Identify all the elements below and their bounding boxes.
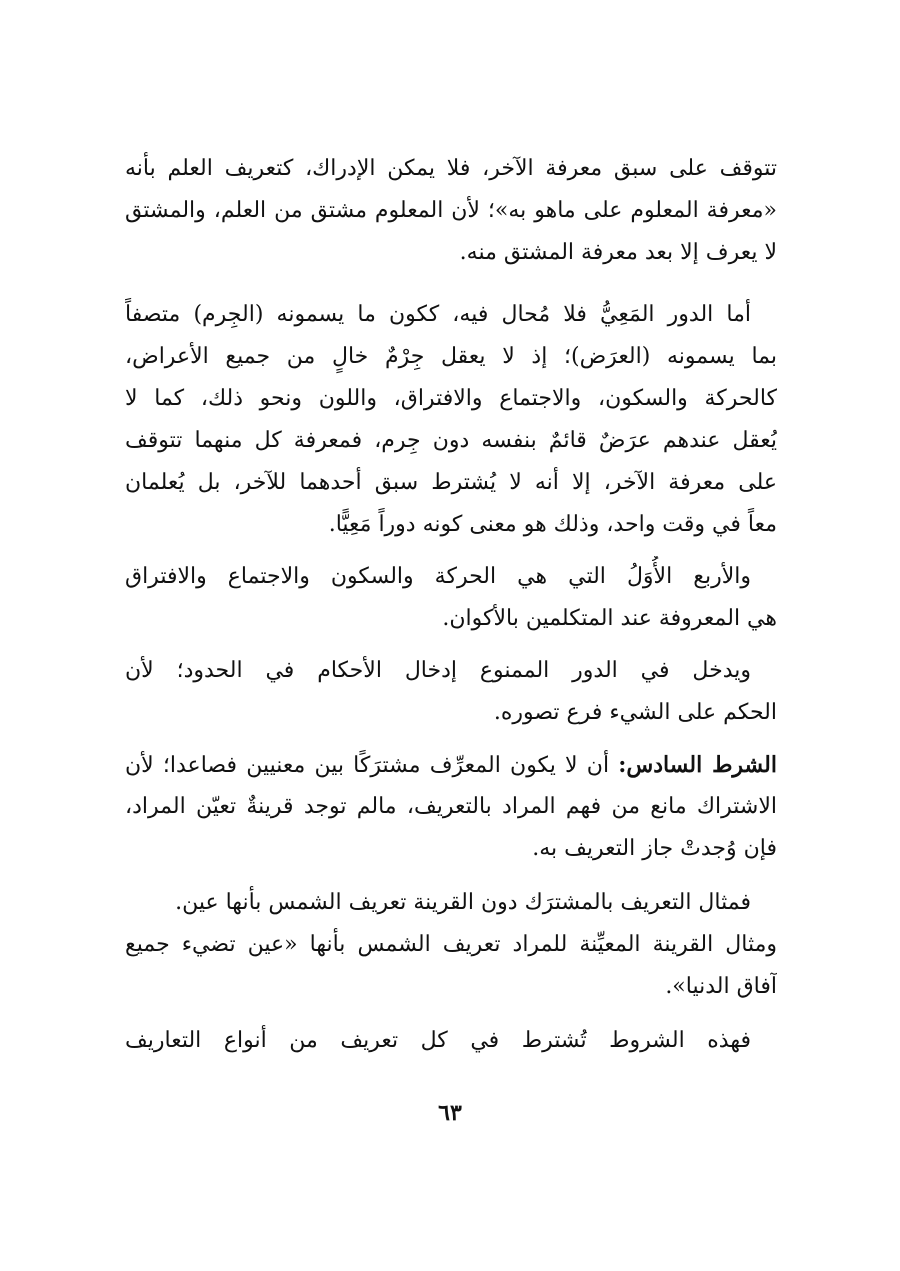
paragraph-line: ومثال القرينة المعيِّنة للمراد تعريف الشمس بأنها «عين تضيء جميع [125,932,777,957]
paragraph-line: تتوقف على سبق معرفة الآخر، فلا يمكن الإدراك، كتعريف العلم بأنه [125,156,777,181]
paragraph-line: لا يعرف إلا بعد معرفة المشتق منه. [459,240,777,265]
paragraph-line: ويدخل في الدور الممنوع إدخال الأحكام في الحدود؛ لأن [125,658,751,683]
paragraph-line: والأربع الأُوَلُ التي هي الحركة والسكون والاجتماع والافتراق [125,564,751,589]
paragraph-line: فإن وُجدتْ جاز التعريف به. [532,836,777,861]
paragraph-line: معاً في وقت واحد، وذلك هو معنى كونه دوراً مَعِيًّا. [328,512,777,537]
paragraph-5 [125,744,777,870]
paragraph-4 [125,650,777,734]
page-number: ٦٣ [438,1100,462,1126]
page-body [125,148,777,1062]
paragraph-line: «معرفة المعلوم على ماهو به»؛ لأن المعلوم مشتق من العلم، والمشتق [125,198,777,223]
paragraph-line: فهذه الشروط تُشترط في كل تعريف من أنواع التعاريف [125,1028,751,1053]
paragraph-line: فمثال التعريف بالمشترَك دون القرينة تعريف الشمس بأنها عين. [175,890,751,915]
paragraph-line: هي المعروفة عند المتكلمين بالأكوان. [442,606,777,631]
paragraph-1 [125,148,777,274]
paragraph-3 [125,556,777,640]
paragraph-line: الاشتراك مانع من فهم المراد بالتعريف، مالم توجد قرينةٌ تعيّن المراد، [125,794,777,819]
paragraph-line: آفاق الدنيا». [665,974,777,999]
paragraph-line: الحكم على الشيء فرع تصوره. [493,700,777,725]
paragraph-line: على معرفة الآخر، إلا أنه لا يُشترط سبق أحدهما للآخر، بل يُعلمان [125,470,777,495]
paragraph-line: بما يسمونه (العرَض)؛ إذ لا يعقل جِرْمٌ خالٍ من جميع الأعراض، [125,344,777,369]
section-heading: الشرط السادس: [618,752,777,778]
paragraph-line-text: أن لا يكون المعرِّف مشترَكًا بين معنيين فصاعدا؛ لأن [125,753,619,778]
paragraph-line: يُعقل عندهم عرَضٌ قائمٌ بنفسه دون جِرم، فمعرفة كل منهما تتوقف [125,428,777,453]
paragraph-7 [125,1020,777,1062]
paragraph-6 [125,882,777,1008]
paragraph-2 [125,294,777,546]
paragraph-line [125,744,777,786]
paragraph-line: أما الدور المَعِيُّ فلا مُحال فيه، ككون ما يسمونه (الجِرم) متصفاً [125,302,751,327]
paragraph-line: كالحركة والسكون، والاجتماع والافتراق، واللون ونحو ذلك، كما لا [125,386,777,411]
